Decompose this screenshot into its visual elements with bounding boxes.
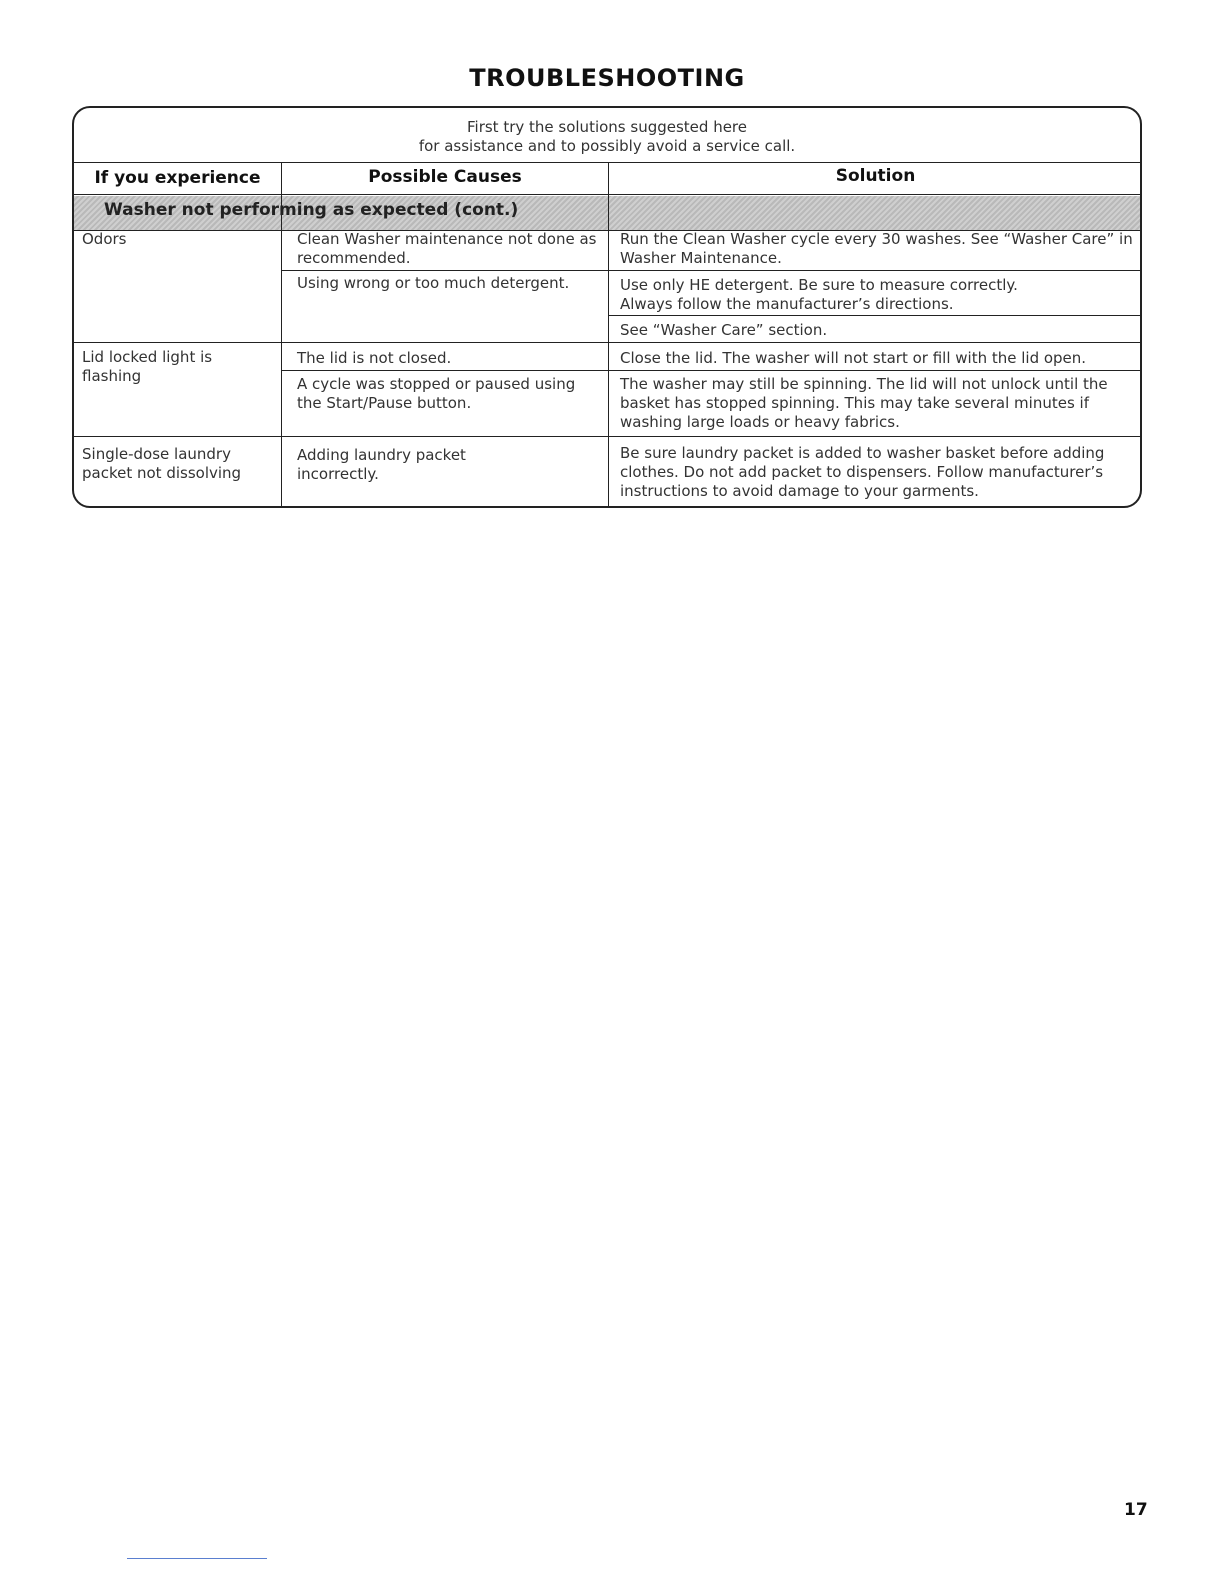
header-solution: Solution: [835, 166, 916, 186]
row-odors-solution: Use only HE detergent. Be sure to measure correctly. Always follow the manufacturer’s directions.: [620, 276, 1018, 313]
divider: [74, 342, 1140, 343]
divider: [74, 436, 1140, 437]
row-packet-experience: Single-dose laundry packet not dissolving: [82, 445, 242, 482]
row-odors-solution: Run the Clean Washer cycle every 30 washes. See “Washer Care” in Washer Maintenance.: [620, 230, 1133, 267]
divider: [281, 270, 1140, 271]
header-experience: If you experience: [94, 168, 261, 188]
intro-line: for assistance and to possibly avoid a service call.: [418, 137, 796, 155]
row-lid-cause: A cycle was stopped or paused using the Start/Pause button.: [297, 375, 576, 412]
divider: [74, 162, 1140, 163]
section-title: Washer not performing as expected (cont.): [104, 200, 519, 220]
column-divider: [608, 162, 609, 508]
row-packet-solution: Be sure laundry packet is added to washer basket before adding clothes. Do not add packet to dispensers. Follow manufacturer’s instructions to avoid damage to your garments.: [620, 444, 1105, 500]
page-title: TROUBLESHOOTING: [469, 64, 745, 92]
row-packet-cause: Adding laundry packet incorrectly.: [297, 446, 466, 483]
row-lid-solution: The washer may still be spinning. The lid will not unlock until the basket has stopped spinning. This may take several minutes if washing large loads or heavy fabrics.: [620, 375, 1108, 431]
intro-line: First try the solutions suggested here: [466, 118, 747, 136]
page-number: 17: [1124, 1500, 1148, 1520]
row-lid-cause: The lid is not closed.: [297, 349, 452, 367]
header-causes: Possible Causes: [368, 167, 522, 187]
troubleshooting-table: [72, 106, 1142, 508]
divider: [281, 370, 1140, 371]
intro-text: [74, 118, 1140, 156]
row-lid-solution: Close the lid. The washer will not start or fill with the lid open.: [620, 349, 1087, 367]
row-odors-cause: Using wrong or too much detergent.: [297, 274, 570, 292]
column-divider: [281, 162, 282, 508]
row-odors-solution: See “Washer Care” section.: [620, 321, 828, 339]
row-lid-experience: Lid locked light is flashing: [82, 348, 213, 385]
row-odors-cause: Clean Washer maintenance not done as recommended.: [297, 230, 597, 267]
row-odors-experience: Odors: [82, 230, 127, 248]
footer-rule: [127, 1558, 267, 1559]
divider: [74, 194, 1140, 195]
divider: [608, 315, 1140, 316]
